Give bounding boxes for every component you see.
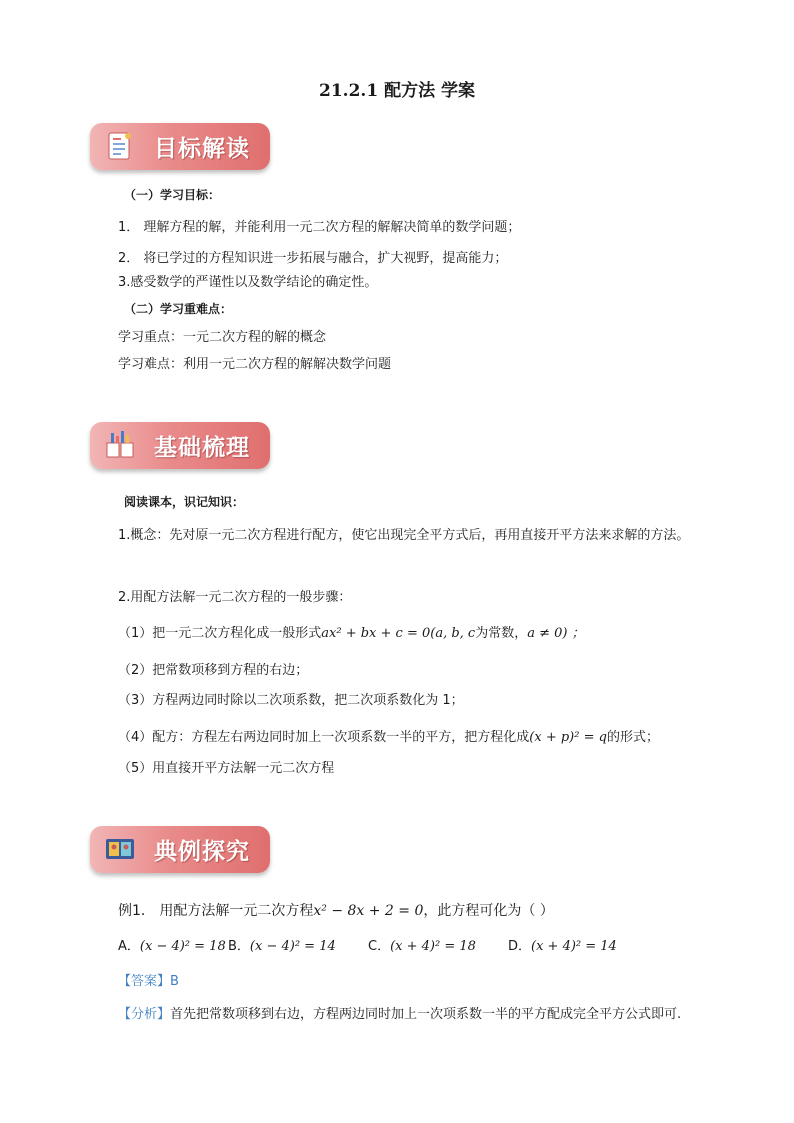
document-icon xyxy=(104,130,136,162)
formula: (x + 4)² = 18 xyxy=(390,939,476,954)
key-point: 学习重点：一元二次方程的解的概念 xyxy=(118,330,327,345)
question-text: ，此方程可化为（ ） xyxy=(423,903,554,919)
video-people-icon xyxy=(104,833,136,865)
option-label: C． xyxy=(368,939,391,954)
goal-item: 3.感受数学的严谨性以及数学结论的确定性。 xyxy=(118,275,378,290)
section-label: 典例探究 xyxy=(154,839,250,865)
page-title: 21.2.1 配方法 学案 xyxy=(319,81,475,101)
steps-title: 2.用配方法解一元二次方程的一般步骤： xyxy=(118,590,352,605)
option-label: B． xyxy=(228,939,250,954)
formula: x² − 8x + 2 = 0 xyxy=(313,903,424,919)
step-2: （2）把常数项移到方程的右边； xyxy=(118,663,309,678)
step-text: 为常数， xyxy=(475,626,528,641)
section-banner-examples xyxy=(90,826,270,873)
step-1 xyxy=(118,625,585,643)
basics-intro: 阅读课本，识记知识： xyxy=(124,495,245,509)
option-b xyxy=(228,938,336,956)
question-text: 例1． 用配方法解一元二次方程 xyxy=(118,903,314,919)
answer xyxy=(118,973,179,991)
step-text: （1）把一元二次方程化成一般形式 xyxy=(118,626,322,641)
answer-value: B xyxy=(170,974,179,989)
option-d xyxy=(508,938,617,956)
concept-text: 1.概念：先对原一元二次方程进行配方，使它出现完全平方式后，再用直接开平方法来求解的方法。 xyxy=(118,528,690,543)
difficulty-heading: （二）学习重难点： xyxy=(124,302,233,316)
goals-heading: （一）学习目标： xyxy=(124,188,221,202)
option-label: D． xyxy=(508,939,532,954)
analysis-label: 【分析】 xyxy=(118,1007,171,1022)
formula: ax² + bx + c = 0(a, b, c xyxy=(321,626,476,641)
goal-item: 1． 理解方程的解，并能利用一元二次方程的解解决简单的数学问题； xyxy=(118,220,521,235)
analysis-text: 首先把常数项移到右边，方程两边同时加上一次项系数一半的平方配成完全平方公式即可. xyxy=(170,1007,682,1022)
formula: a ≠ 0) ； xyxy=(527,626,585,641)
option-c xyxy=(368,938,476,956)
option-label: A． xyxy=(118,939,140,954)
step-text: （4）配方：方程左右两边同时加上一次项系数一半的平方，把方程化成 xyxy=(118,730,530,745)
formula: (x + p)² = q xyxy=(529,730,607,745)
section-label: 基础梳理 xyxy=(154,435,250,461)
example-question xyxy=(118,902,554,920)
answer-label: 【答案】 xyxy=(118,974,171,989)
formula: (x + 4)² = 14 xyxy=(531,939,617,954)
step-text: 的形式； xyxy=(606,730,659,745)
analysis xyxy=(118,1001,710,1029)
formula: (x − 4)² = 14 xyxy=(249,939,336,954)
section-banner-goals xyxy=(90,123,270,170)
step-3: （3）方程两边同时除以二次项系数，把二次项系数化为 1； xyxy=(118,693,464,708)
step-5: （5）用直接开平方法解一元二次方程 xyxy=(118,761,335,776)
option-a xyxy=(118,938,226,956)
section-banner-basics xyxy=(90,422,270,469)
section-label: 目标解读 xyxy=(154,136,250,162)
goal-item: 2． 将已学过的方程知识进一步拓展与融合，扩大视野，提高能力； xyxy=(118,251,508,266)
difficult-point: 学习难点：利用一元二次方程的解解决数学问题 xyxy=(118,357,392,372)
formula: (x − 4)² = 18 xyxy=(139,939,226,954)
book-chart-icon xyxy=(104,429,136,461)
step-4 xyxy=(118,729,659,747)
